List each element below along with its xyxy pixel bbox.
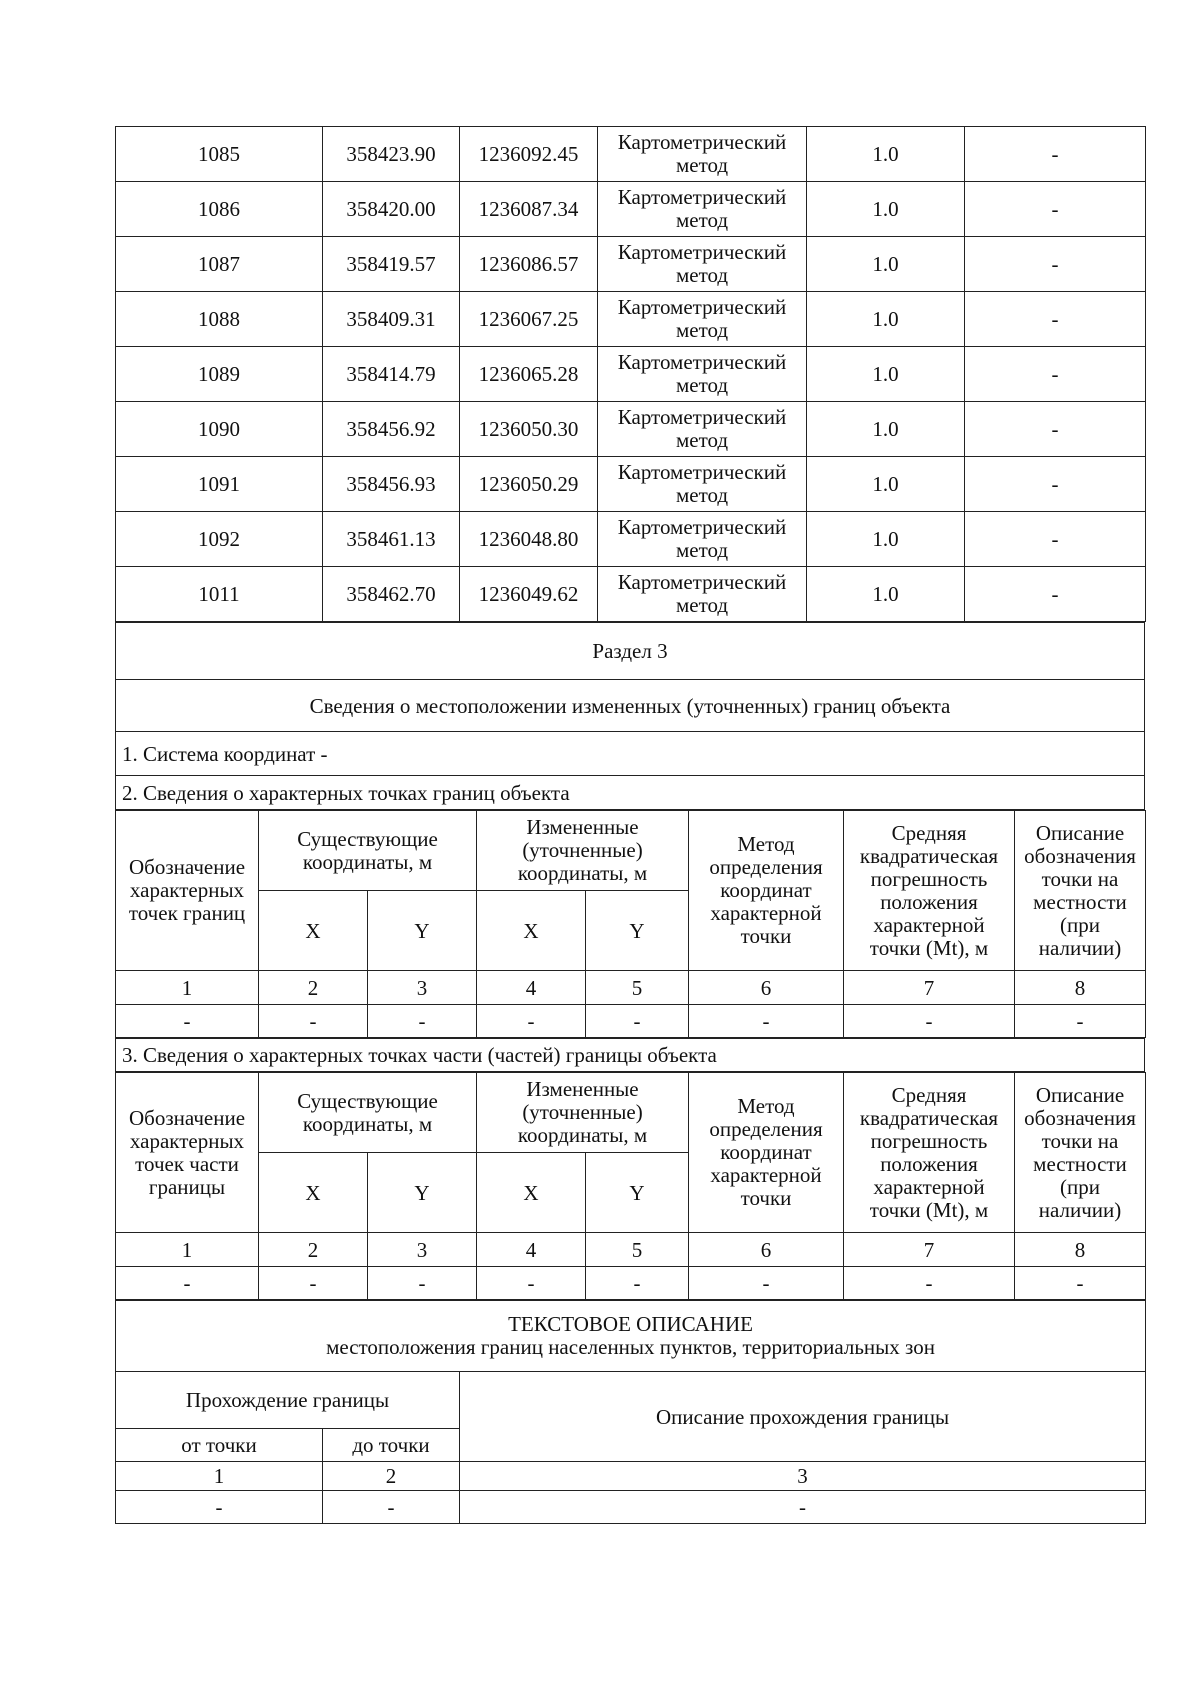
table-cell: 8 (1015, 1233, 1146, 1267)
text-description-title: ТЕКСТОВОЕ ОПИСАНИЕ (508, 1312, 753, 1336)
header-designation (116, 811, 259, 971)
table-cell: 4 (477, 971, 586, 1005)
header-line: характерных (129, 1128, 245, 1153)
section-subtitle: Сведения о местоположении измененных (уточненных) границ объекта (116, 680, 1145, 732)
table-cell: 2 (323, 1462, 460, 1491)
header-line: точки на (1041, 866, 1119, 891)
header-line: погрешность (870, 866, 988, 891)
table-cell: - (689, 1267, 844, 1300)
header-line: обозначения (1024, 1105, 1136, 1130)
method-text: метод (675, 153, 729, 177)
x-cell: 358419.57 (323, 237, 460, 292)
table-row (116, 182, 1146, 237)
table-cell: 3 (460, 1462, 1146, 1491)
table-cell: 4 (477, 1233, 586, 1267)
description-cell: - (965, 512, 1146, 567)
point-cell: 1011 (116, 567, 323, 622)
table-cell: 7 (844, 1233, 1015, 1267)
points-heading: 2. Сведения о характерных точках границ объекта (116, 776, 1145, 810)
header-line: характерной (710, 901, 822, 925)
header-line: точки на (1041, 1128, 1119, 1153)
header-line: координат (720, 878, 812, 902)
header-y: Y (586, 1153, 689, 1233)
method-text: Картометрический (617, 460, 787, 484)
table-cell: - (460, 1491, 1146, 1524)
method-text: Картометрический (617, 515, 787, 539)
table-row (116, 127, 1146, 182)
method-cell (598, 457, 807, 512)
point-cell: 1090 (116, 402, 323, 457)
accuracy-cell: 1.0 (807, 402, 965, 457)
coordinates-table (115, 126, 1146, 622)
header-line: обозначения (1024, 843, 1136, 868)
point-cell: 1088 (116, 292, 323, 347)
method-text: метод (675, 263, 729, 287)
from-point-header: от точки (116, 1429, 323, 1462)
header-line: границы (148, 1174, 226, 1199)
header-line: определения (709, 855, 823, 879)
header-line: погрешность (870, 1128, 988, 1153)
method-cell (598, 182, 807, 237)
header-existing-coords (259, 1073, 477, 1153)
table-cell: 7 (844, 971, 1015, 1005)
description-cell: - (965, 567, 1146, 622)
header-line: Измененные (526, 815, 639, 839)
table-cell: 6 (689, 1233, 844, 1267)
x-cell: 358423.90 (323, 127, 460, 182)
method-text: метод (675, 483, 729, 507)
table-cell: - (844, 1267, 1015, 1300)
header-line: точки (Mt), м (869, 1197, 989, 1222)
table-cell: - (1015, 1267, 1146, 1300)
boundary-parts-table (115, 1072, 1146, 1300)
method-cell (598, 127, 807, 182)
accuracy-cell: 1.0 (807, 127, 965, 182)
parts-heading: 3. Сведения о характерных точках части (частей) границы объекта (116, 1039, 1145, 1072)
accuracy-cell: 1.0 (807, 347, 965, 402)
table-row (116, 1005, 1146, 1038)
table-row (116, 237, 1146, 292)
method-text: метод (675, 208, 729, 232)
table-row (116, 512, 1146, 567)
header-description (1015, 1073, 1146, 1233)
passage-header: Прохождение границы (116, 1372, 460, 1429)
header-line: Обозначение (128, 855, 246, 879)
accuracy-cell: 1.0 (807, 457, 965, 512)
table-cell: 1 (116, 971, 259, 1005)
method-cell (598, 237, 807, 292)
header-accuracy (844, 811, 1015, 971)
method-cell (598, 402, 807, 457)
description-cell: - (965, 292, 1146, 347)
header-accuracy (844, 1073, 1015, 1233)
header-line: Существующие (297, 1088, 438, 1113)
table-row (116, 1267, 1146, 1300)
accuracy-cell: 1.0 (807, 237, 965, 292)
y-cell: 1236048.80 (460, 512, 598, 567)
header-line: определения (709, 1117, 823, 1141)
header-line: квадратическая (859, 843, 999, 868)
header-changed-coords (477, 1073, 689, 1153)
table-cell: 2 (259, 971, 368, 1005)
table-cell: 5 (586, 1233, 689, 1267)
table-cell: - (1015, 1005, 1146, 1038)
header-line: координат (720, 1140, 812, 1164)
section-title: Раздел 3 (116, 623, 1145, 680)
header-line: точек границ (128, 901, 246, 925)
header-line: характерной (873, 912, 985, 937)
method-text: метод (675, 593, 729, 617)
header-x: X (259, 891, 368, 971)
header-line: Средняя (891, 820, 967, 845)
document-page (115, 126, 1145, 1524)
header-line: наличии) (1038, 935, 1122, 960)
method-text: метод (675, 373, 729, 397)
table-row (116, 347, 1146, 402)
description-cell: - (965, 237, 1146, 292)
point-cell: 1089 (116, 347, 323, 402)
y-cell: 1236050.30 (460, 402, 598, 457)
header-line: характерной (710, 1163, 822, 1187)
table-cell: - (259, 1005, 368, 1038)
to-point-header: до точки (323, 1429, 460, 1462)
table-cell: 5 (586, 971, 689, 1005)
x-cell: 358414.79 (323, 347, 460, 402)
table-cell: 3 (368, 1233, 477, 1267)
table-row (116, 1491, 1146, 1524)
y-cell: 1236067.25 (460, 292, 598, 347)
x-cell: 358462.70 (323, 567, 460, 622)
header-y: Y (586, 891, 689, 971)
text-description-subtitle: местоположения границ населенных пунктов, территориальных зон (326, 1335, 935, 1359)
method-cell (598, 347, 807, 402)
method-text: Картометрический (617, 405, 787, 429)
method-text: Картометрический (617, 185, 787, 209)
description-cell: - (965, 402, 1146, 457)
point-cell: 1091 (116, 457, 323, 512)
table-cell: 1 (116, 1233, 259, 1267)
header-line: (при (1060, 912, 1100, 937)
header-line: положения (880, 889, 978, 914)
accuracy-cell: 1.0 (807, 292, 965, 347)
description-cell: - (965, 127, 1146, 182)
table-cell: 1 (116, 1462, 323, 1491)
header-line: координаты, м (517, 1123, 648, 1147)
table-cell: 3 (368, 971, 477, 1005)
y-cell: 1236087.34 (460, 182, 598, 237)
table-row (116, 567, 1146, 622)
x-cell: 358420.00 (323, 182, 460, 237)
header-line: Средняя (891, 1082, 967, 1107)
column-numbers-row (116, 971, 1146, 1005)
text-description-header (116, 1301, 1146, 1372)
coord-system: 1. Система координат - (116, 732, 1145, 776)
header-line: положения (880, 1151, 978, 1176)
y-cell: 1236092.45 (460, 127, 598, 182)
method-text: метод (675, 428, 729, 452)
header-line: точки (740, 1186, 792, 1210)
header-line: (уточненные) (522, 1100, 643, 1124)
method-text: Картометрический (617, 130, 787, 154)
table-cell: - (116, 1267, 259, 1300)
point-cell: 1086 (116, 182, 323, 237)
header-line: точек части (135, 1151, 239, 1176)
header-line: координаты, м (517, 861, 648, 885)
header-description (1015, 811, 1146, 971)
header-line: координаты, м (302, 849, 433, 874)
y-cell: 1236049.62 (460, 567, 598, 622)
header-line: Метод (737, 1094, 795, 1118)
header-line: Обозначение (128, 1105, 246, 1130)
method-cell (598, 292, 807, 347)
table-cell: - (844, 1005, 1015, 1038)
header-line: характерной (873, 1174, 985, 1199)
table-cell: 8 (1015, 971, 1146, 1005)
method-text: Картометрический (617, 295, 787, 319)
accuracy-cell: 1.0 (807, 567, 965, 622)
table-cell: - (116, 1005, 259, 1038)
x-cell: 358456.92 (323, 402, 460, 457)
header-x: X (477, 891, 586, 971)
y-cell: 1236086.57 (460, 237, 598, 292)
x-cell: 358409.31 (323, 292, 460, 347)
table-cell: - (368, 1005, 477, 1038)
table-cell: - (477, 1005, 586, 1038)
header-x: X (477, 1153, 586, 1233)
x-cell: 358456.93 (323, 457, 460, 512)
header-line: координаты, м (302, 1111, 433, 1136)
table-cell: - (116, 1491, 323, 1524)
passage-description-header: Описание прохождения границы (460, 1372, 1146, 1462)
method-text: Картометрический (617, 570, 787, 594)
parts-heading-table (115, 1038, 1145, 1072)
point-cell: 1087 (116, 237, 323, 292)
method-cell (598, 512, 807, 567)
point-cell: 1085 (116, 127, 323, 182)
point-cell: 1092 (116, 512, 323, 567)
header-method (689, 811, 844, 971)
header-line: наличии) (1038, 1197, 1122, 1222)
header-line: точки (Mt), м (869, 935, 989, 960)
header-line: характерных (129, 878, 245, 902)
header-line: Описание (1035, 820, 1125, 845)
header-line: местности (1033, 1151, 1127, 1176)
y-cell: 1236050.29 (460, 457, 598, 512)
table-cell: - (586, 1267, 689, 1300)
header-designation (116, 1073, 259, 1233)
table-cell: 6 (689, 971, 844, 1005)
header-line: (при (1060, 1174, 1100, 1199)
description-cell: - (965, 182, 1146, 237)
text-description-table (115, 1300, 1146, 1524)
table-row (116, 292, 1146, 347)
method-text: Картометрический (617, 350, 787, 374)
header-x: X (259, 1153, 368, 1233)
table-cell: 2 (259, 1233, 368, 1267)
table-cell: - (323, 1491, 460, 1524)
description-cell: - (965, 457, 1146, 512)
table-cell: - (586, 1005, 689, 1038)
header-existing-coords (259, 811, 477, 891)
x-cell: 358461.13 (323, 512, 460, 567)
method-text: метод (675, 318, 729, 342)
y-cell: 1236065.28 (460, 347, 598, 402)
section3-heading-table (115, 622, 1145, 810)
method-cell (598, 567, 807, 622)
column-numbers-row (116, 1462, 1146, 1491)
header-y: Y (368, 891, 477, 971)
method-text: Картометрический (617, 240, 787, 264)
table-cell: - (689, 1005, 844, 1038)
description-cell: - (965, 347, 1146, 402)
table-cell: - (368, 1267, 477, 1300)
table-row (116, 457, 1146, 512)
method-text: метод (675, 538, 729, 562)
accuracy-cell: 1.0 (807, 182, 965, 237)
table-cell: - (259, 1267, 368, 1300)
header-line: Описание (1035, 1082, 1125, 1107)
header-line: Измененные (526, 1077, 639, 1101)
header-line: точки (740, 924, 792, 948)
table-row (116, 402, 1146, 457)
header-line: Метод (737, 832, 795, 856)
header-line: местности (1033, 889, 1127, 914)
header-y: Y (368, 1153, 477, 1233)
header-changed-coords (477, 811, 689, 891)
header-line: (уточненные) (522, 838, 643, 862)
header-method (689, 1073, 844, 1233)
accuracy-cell: 1.0 (807, 512, 965, 567)
header-line: квадратическая (859, 1105, 999, 1130)
header-line: Существующие (297, 826, 438, 851)
boundary-points-table (115, 810, 1146, 1038)
table-cell: - (477, 1267, 586, 1300)
column-numbers-row (116, 1233, 1146, 1267)
